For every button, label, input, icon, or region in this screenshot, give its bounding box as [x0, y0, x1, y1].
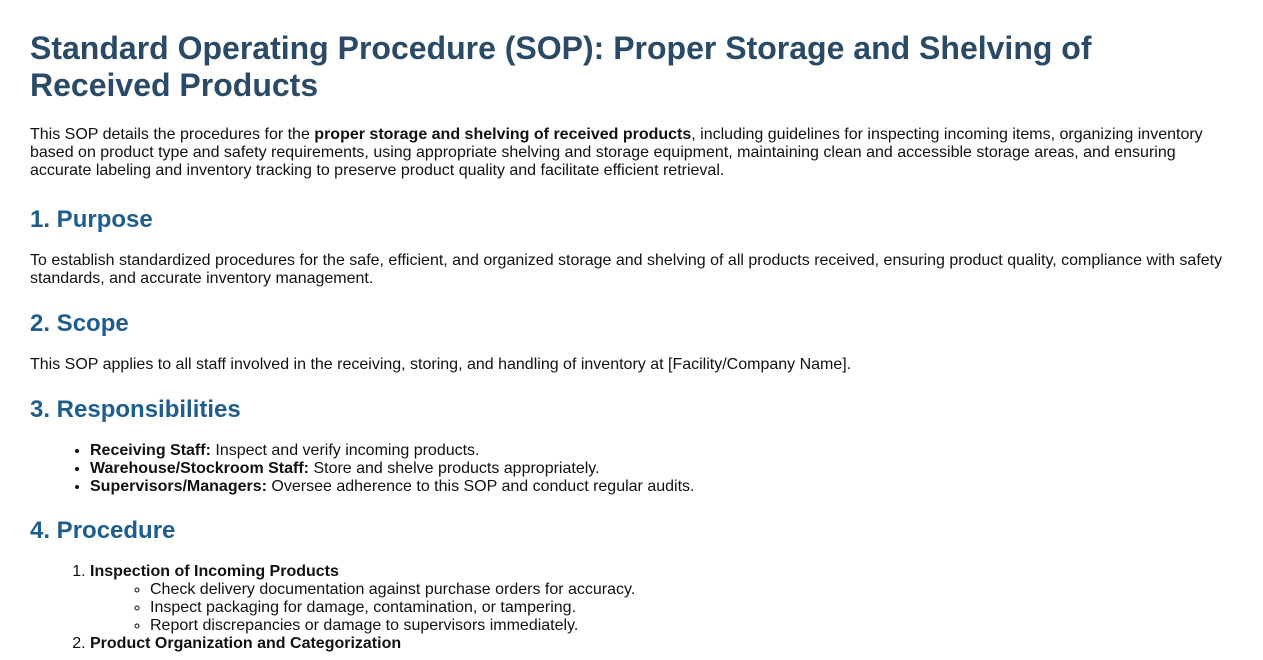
- list-item: [90, 478, 1233, 496]
- intro-text-bold: proper storage and shelving of received products: [314, 126, 692, 143]
- substep-list: [90, 581, 1233, 635]
- list-item: [90, 460, 1233, 478]
- role-description: Oversee adherence to this SOP and conduct regular audits.: [266, 478, 695, 495]
- scope-text: This SOP applies to all staff involved in the receiving, storing, and handling of inventory at [Facility/Company Name].: [30, 356, 852, 373]
- substep-item: ◦ Report discrepancies or damage to supervisors immediately.: [150, 617, 1233, 635]
- responsibilities-list: [30, 442, 1233, 496]
- role-label: Supervisors/Managers:: [90, 478, 267, 495]
- procedure-step: [90, 563, 1233, 635]
- procedure-step: [90, 635, 1233, 653]
- page-title: Standard Operating Procedure (SOP): Proper Storage and Shelving of Received Products: [30, 30, 1092, 103]
- procedure-heading: 4. Procedure: [30, 517, 176, 544]
- role-label: Receiving Staff:: [90, 442, 211, 459]
- substep-item: ◦ Check delivery documentation against purchase orders for accuracy.: [150, 581, 1233, 599]
- intro-paragraph: [30, 126, 1233, 180]
- step-title: Inspection of Incoming Products: [90, 563, 339, 580]
- purpose-text: To establish standardized procedures for the safe, efficient, and organized storage and shelving of all products received, ensuring product quality, compliance with safety standards, and accurate inventory management.: [30, 252, 1223, 287]
- purpose-heading: 1. Purpose: [30, 206, 153, 233]
- scope-heading: 2. Scope: [30, 310, 129, 337]
- intro-text-end: , including guidelines for inspecting incoming items, organizing inventory based on product type and safety requirements, using appropriate shelving and storage equipment, maintaining clean and accessible storage areas, and ensuring accurate labeling and inventory tracking to preserve product quality and facilitate efficient retrieval.: [30, 126, 1203, 179]
- intro-text-start: This SOP details the procedures for the: [30, 126, 315, 143]
- procedure-steps: [30, 563, 1233, 653]
- role-description: Store and shelve products appropriately.: [309, 460, 600, 477]
- list-item: [90, 442, 1233, 460]
- role-label: Warehouse/Stockroom Staff:: [90, 460, 309, 477]
- role-description: Inspect and verify incoming products.: [210, 442, 480, 459]
- substep-item: ◦ Inspect packaging for damage, contamination, or tampering.: [150, 599, 1233, 617]
- responsibilities-heading: 3. Responsibilities: [30, 396, 241, 423]
- step-title: Product Organization and Categorization: [90, 635, 402, 652]
